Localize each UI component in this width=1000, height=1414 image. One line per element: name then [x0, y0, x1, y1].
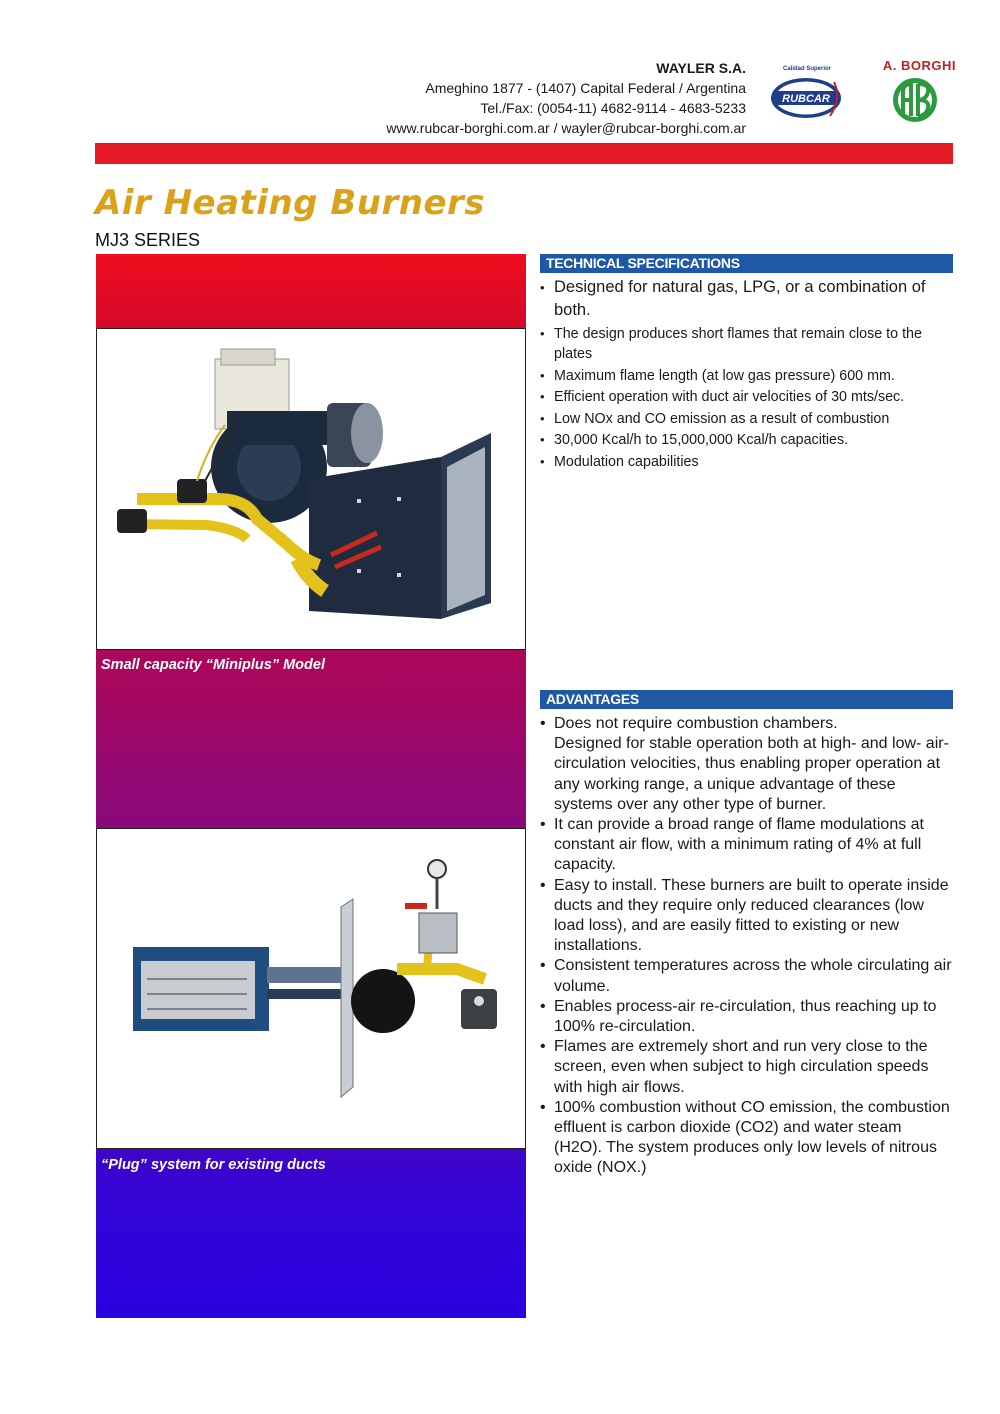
- borghi-logo-text: A. BORGHI: [882, 58, 956, 73]
- list-item: • It can provide a broad range of flame modulations at constant air flow, with a minimum rating of 4% at full capacity.: [540, 815, 952, 876]
- caption-miniplus: Small capacity “Miniplus” Model: [101, 657, 325, 673]
- series-label: MJ3 SERIES: [95, 230, 201, 250]
- tech-spec-list: [540, 276, 950, 473]
- list-item: • Low NOx and CO emission as a result of combustion: [540, 409, 950, 429]
- company-phone: Tel./Fax: (0054-11) 4682-9114 - 4683-5233: [480, 100, 746, 116]
- list-item: • Enables process-air re-circulation, thus reaching up to 100% re-circulation.: [540, 997, 952, 1037]
- company-web: www.rubcar-borghi.com.ar / wayler@rubcar-borghi.com.ar: [386, 120, 746, 136]
- adv-item-line: Designed for stable operation both at high- and low- air-circulation velocities, thus enabling proper operation at any working range, a unique advantage of these systems over any other type of burner.: [554, 735, 949, 813]
- advantages-heading: ADVANTAGES: [540, 690, 953, 709]
- list-item: [540, 714, 952, 815]
- rubcar-tag: Calidad Superior: [782, 66, 832, 72]
- list-item: • 100% combustion without CO emission, the combustion effluent is carbon dioxide (CO2) and water steam (H2O). The system produces only low levels of nitrous oxide (NOX.): [540, 1098, 952, 1179]
- company-address: Ameghino 1877 - (1407) Capital Federal / Argentina: [425, 80, 746, 96]
- list-item: • The design produces short flames that remain close to the plates: [540, 324, 950, 364]
- list-item: • Efficient operation with duct air velocities of 30 mts/sec.: [540, 387, 950, 407]
- list-item: • Flames are extremely short and run very close to the screen, even when subject to high circulation speeds with high air flows.: [540, 1037, 952, 1098]
- header-red-band: [95, 143, 953, 164]
- tech-spec-heading: TECHNICAL SPECIFICATIONS: [540, 254, 953, 273]
- list-item: • Maximum flame length (at low gas pressure) 600 mm.: [540, 366, 950, 386]
- list-item: • Designed for natural gas, LPG, or a combination of both.: [540, 276, 950, 322]
- list-item: • 30,000 Kcal/h to 15,000,000 Kcal/h capacities.: [540, 430, 950, 450]
- rubcar-logo: [768, 60, 846, 126]
- company-info: [386, 58, 746, 138]
- list-item: • Consistent temperatures across the whole circulating air volume.: [540, 956, 952, 996]
- miniplus-burner-photo: [96, 328, 526, 650]
- page-title: Air Heating Burners: [95, 183, 485, 223]
- list-item: • Easy to install. These burners are built to operate inside ducts and they require only reduced clearances (low load loss), and are easily fitted to existing or new installations.: [540, 876, 952, 957]
- company-name: WAYLER S.A.: [656, 60, 746, 76]
- adv-item-line: • Does not require combustion chambers.: [554, 715, 838, 732]
- list-item: • Modulation capabilities: [540, 452, 950, 472]
- borghi-logo: [872, 58, 956, 128]
- advantages-list: [540, 714, 952, 1179]
- caption-plug-system: “Plug” system for existing ducts: [101, 1157, 326, 1173]
- rubcar-text: RUBCAR: [782, 93, 830, 105]
- plug-system-photo: [96, 828, 526, 1149]
